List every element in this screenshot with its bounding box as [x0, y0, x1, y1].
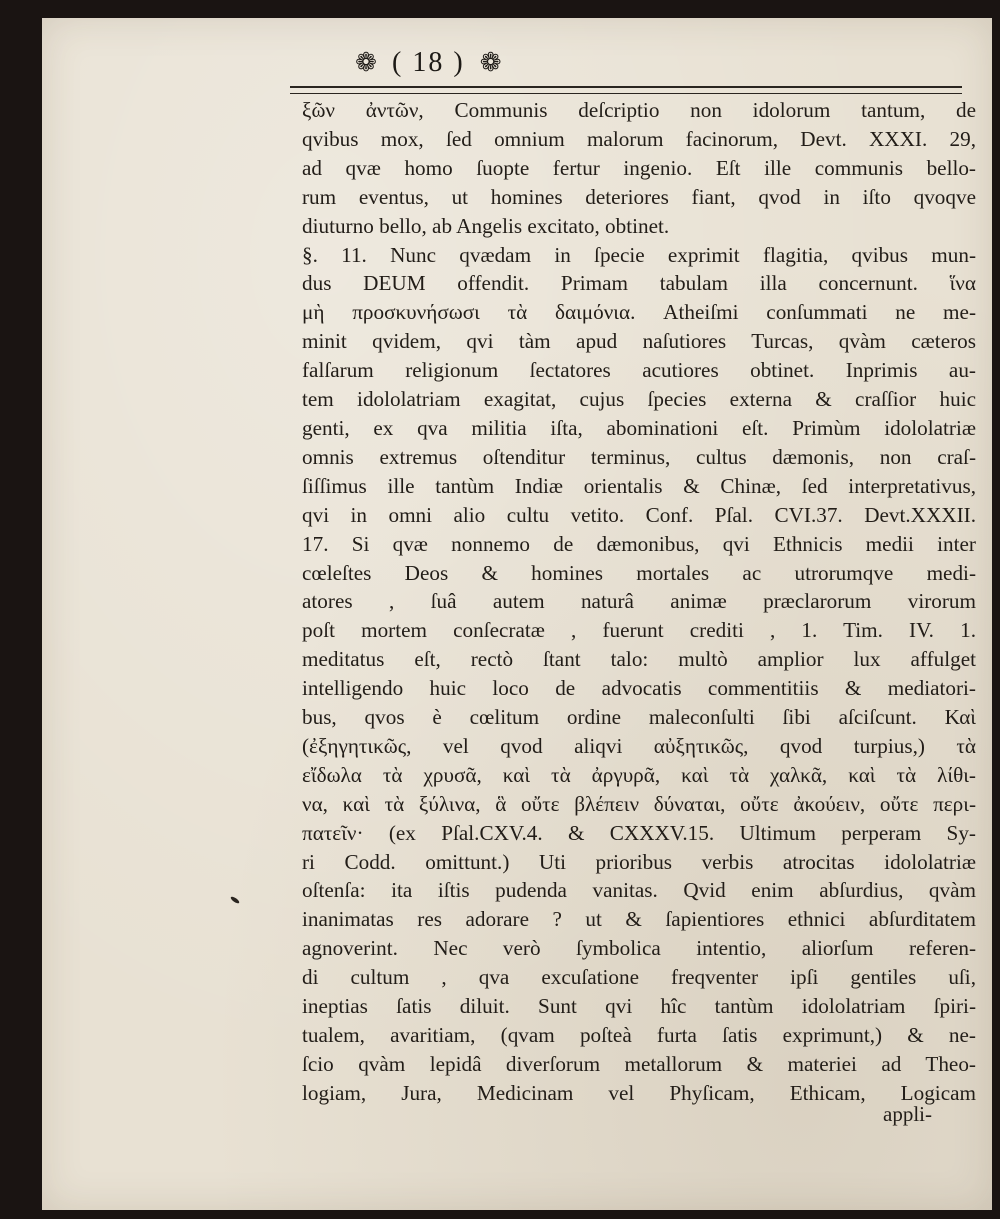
text-line: qvibus mox, ſed omnium malorum facinorum, Devt. XXXI. 29,: [302, 126, 976, 151]
book-page: [42, 18, 992, 1210]
text-line: intelligendo huic loco de advocatis commentitiis & mediatori-: [302, 676, 976, 701]
text-line: εἴδωλα τὰ χρυσᾶ, καὶ τὰ ἀργυρᾶ, καὶ τὰ χαλκᾶ, καὶ τὰ λίθι-: [302, 762, 976, 787]
ornament-left-icon: ❁: [355, 48, 377, 78]
text-line: genti, ex qva militia iſta, abominationi eſt. Primùm idololatriæ: [302, 415, 976, 440]
text-line: ſcio qvàm lepidâ diverſorum metallorum & materiei ad Theo-: [302, 1051, 976, 1076]
text-line: dus DEUM offendit. Primam tabulam illa concernunt. ἵνα: [302, 271, 976, 296]
text-line: qvi in omni alio cultu vetito. Conf. Pſal. CVI.37. Devt.XXXII.: [302, 502, 976, 527]
text-line: oſtenſa: ita iſtis pudenda vanitas. Qvid enim abſurdius, qvàm: [302, 878, 976, 903]
text-line: ſiſſimus ille tantùm Indiæ orientalis & Chinæ, ſed interpretativus,: [302, 473, 976, 498]
text-line: πατεῖν· (ex Pſal.CXV.4. & CXXXV.15. Ultimum perperam Sy-: [302, 820, 976, 845]
text-line: (ἐξηγητικῶς, vel qvod aliqvi αὐξητικῶς, qvod turpius,) τὰ: [302, 733, 976, 758]
body-text: [302, 96, 976, 1108]
text-line: diuturno bello, ab Angelis excitato, obtinet.: [302, 213, 670, 238]
header-rule: [290, 86, 962, 94]
text-line: ad qvæ homo ſuopte fertur ingenio. Eſt ille communis bello-: [302, 155, 976, 180]
text-line: meditatus eſt, rectò ſtant talo: multò amplior lux affulget: [302, 647, 976, 672]
page-number: ( 18 ): [392, 47, 465, 78]
text-line: inanimatas res adorare ? ut & ſapientiores ethnici abſurditatem: [302, 907, 976, 932]
text-line: ri Codd. omittunt.) Uti prioribus verbis atrocitas idololatriæ: [302, 849, 976, 874]
text-line: μὴ προσκυνήσωσι τὰ δαιμόνια. Atheiſmi conſummati ne me-: [302, 300, 976, 325]
text-line: minit qvidem, qvi tàm apud naſutiores Turcas, qvàm cæteros: [302, 329, 976, 354]
text-line: tualem, avaritiam, (qvam poſteà furta ſatis exprimunt,) & ne-: [302, 1023, 976, 1047]
text-line: atores , ſuâ autem naturâ animæ præclarorum virorum: [302, 589, 976, 614]
catchword: appli-: [883, 1102, 932, 1126]
text-line: ineptias ſatis diluit. Sunt qvi hîc tantùm idololatriam ſpiri-: [302, 994, 976, 1019]
text-line: omnis extremus oſtenditur terminus, cultus dæmonis, non craſ-: [302, 444, 976, 469]
text-line: di cultum , qva excuſatione freqventer ipſi gentiles uſi,: [302, 965, 976, 990]
ornament-right-icon: ❁: [479, 48, 502, 78]
text-line: να, καὶ τὰ ξύλινα, ἃ οὔτε βλέπειν δύναται, οὔτε ἀκούειν, οὔτε περι-: [302, 791, 976, 816]
text-line: tem idololatriam exagitat, cujus ſpecies externa & craſſior huic: [302, 387, 976, 412]
text-line: poſt mortem conſecratæ , fuerunt crediti , 1. Tim. IV. 1.: [302, 618, 976, 643]
text-line: ξῶν ἀντῶν, Communis deſcriptio non idolorum tantum, de: [302, 98, 976, 122]
text-line: falſarum religionum ſectatores acutiores obtinet. Inprimis au-: [302, 358, 976, 383]
text-line: 17. Si qvæ nonnemo de dæmonibus, qvi Ethnicis medii inter: [302, 531, 976, 556]
text-line: rum eventus, ut homines deteriores fiant, qvod in iſto qvoqve: [302, 184, 976, 209]
text-line: agnoverint. Nec verò ſymbolica intentio, aliorſum referen-: [302, 936, 976, 961]
text-line: bus, qvos è cœlitum ordine maleconſulti ſibi aſciſcunt. Καὶ: [302, 705, 976, 730]
text-line: §. 11. Nunc qvædam in ſpecie exprimit flagitia, qvibus mun-: [302, 242, 976, 267]
text-line: logiam, Jura, Medicinam vel Phyſicam, Ethicam, Logicam: [302, 1080, 976, 1105]
page-header: [352, 38, 505, 88]
text-line: cœleſtes Deos & homines mortales ac utrorumqve medi-: [302, 560, 976, 585]
